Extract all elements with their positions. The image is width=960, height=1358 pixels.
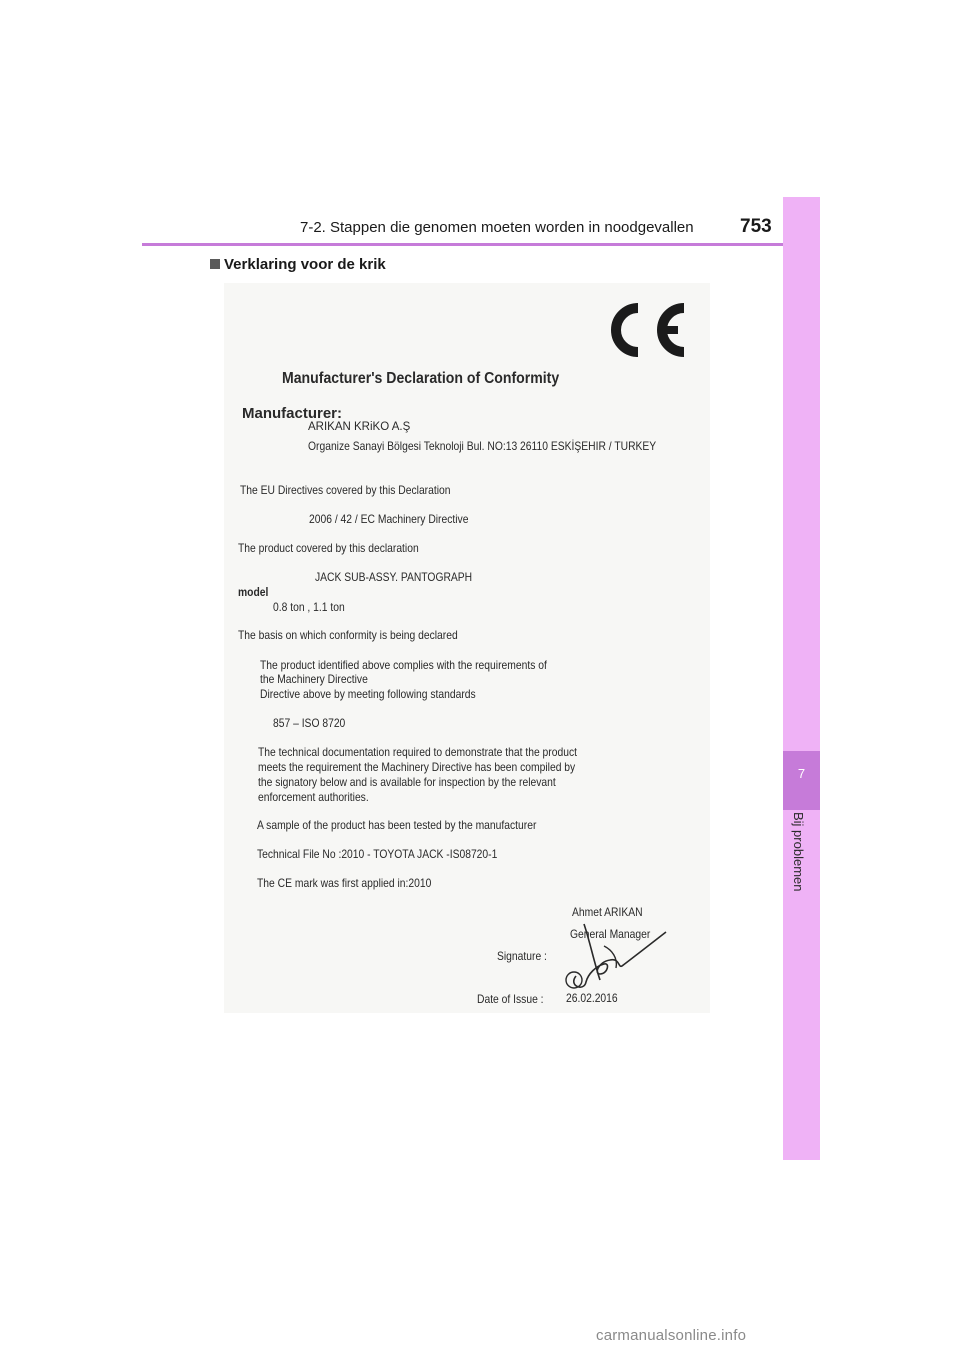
basis-line-1: The product identified above complies with the requirements of — [260, 658, 547, 672]
tech-doc-line-4: enforcement authorities. — [258, 790, 369, 804]
header-divider — [142, 243, 820, 246]
chapter-number: 7 — [797, 766, 806, 781]
model-label: model — [238, 585, 269, 599]
manufacturer-label: Manufacturer: — [242, 405, 343, 422]
footer-watermark: carmanualsonline.info — [596, 1327, 747, 1344]
header-title: 7-2. Stappen die genomen moeten worden in noodgevallen — [300, 219, 694, 236]
basis-label: The basis on which conformity is being declared — [238, 628, 458, 642]
tech-doc-line-3: the signatory below and is available for inspection by the relevant — [258, 775, 556, 789]
page-number: 753 — [740, 216, 772, 237]
product-name: JACK SUB-ASSY. PANTOGRAPH — [315, 570, 473, 584]
chapter-title-text: Bij problemen — [791, 812, 806, 892]
tech-doc-line-1: The technical documentation required to demonstrate that the product — [258, 745, 577, 759]
technical-file: Technical File No :2010 - TOYOTA JACK -IS08720-1 — [257, 847, 498, 861]
ce-first-applied: The CE mark was first applied in:2010 — [257, 876, 432, 890]
model-value: 0.8 ton , 1.1 ton — [273, 600, 345, 614]
basis-line-2: the Machinery Directive — [260, 672, 368, 686]
signature-label: Signature : — [497, 949, 547, 963]
manufacturer-name: ARIKAN KRiKO A.Ş — [308, 421, 411, 433]
section-heading — [210, 256, 386, 273]
date-of-issue-value: 26.02.2016 — [566, 991, 618, 1005]
directives-label: The EU Directives covered by this Declaration — [240, 483, 451, 497]
chapter-title — [783, 812, 820, 932]
date-of-issue-label: Date of Issue : — [477, 992, 544, 1006]
standard-value: 857 – ISO 8720 — [273, 716, 346, 730]
declaration-title: Manufacturer's Declaration of Conformity — [282, 370, 560, 387]
ce-mark-icon — [600, 296, 696, 364]
declaration-scan — [224, 283, 710, 1013]
product-label: The product covered by this declaration — [238, 541, 419, 555]
heading-square-icon — [210, 259, 220, 269]
manufacturer-address: Organize Sanayi Bölgesi Teknoloji Bul. NO:13 26110 ESKİŞEHIR / TURKEY — [308, 439, 657, 453]
signatory-name: Ahmet ARIKAN — [572, 905, 643, 919]
signatory-title: General Manager — [570, 927, 651, 941]
sample-line: A sample of the product has been tested by the manufacturer — [257, 818, 537, 832]
section-heading-text: Verklaring voor de krik — [224, 256, 386, 273]
directive-value: 2006 / 42 / EC Machinery Directive — [309, 512, 469, 526]
tech-doc-line-2: meets the requirement the Machinery Directive has been compiled by — [258, 760, 576, 774]
basis-line-3: Directive above by meeting following standards — [260, 687, 476, 701]
handwritten-signature — [560, 922, 672, 994]
chapter-side-tab — [783, 197, 820, 1160]
